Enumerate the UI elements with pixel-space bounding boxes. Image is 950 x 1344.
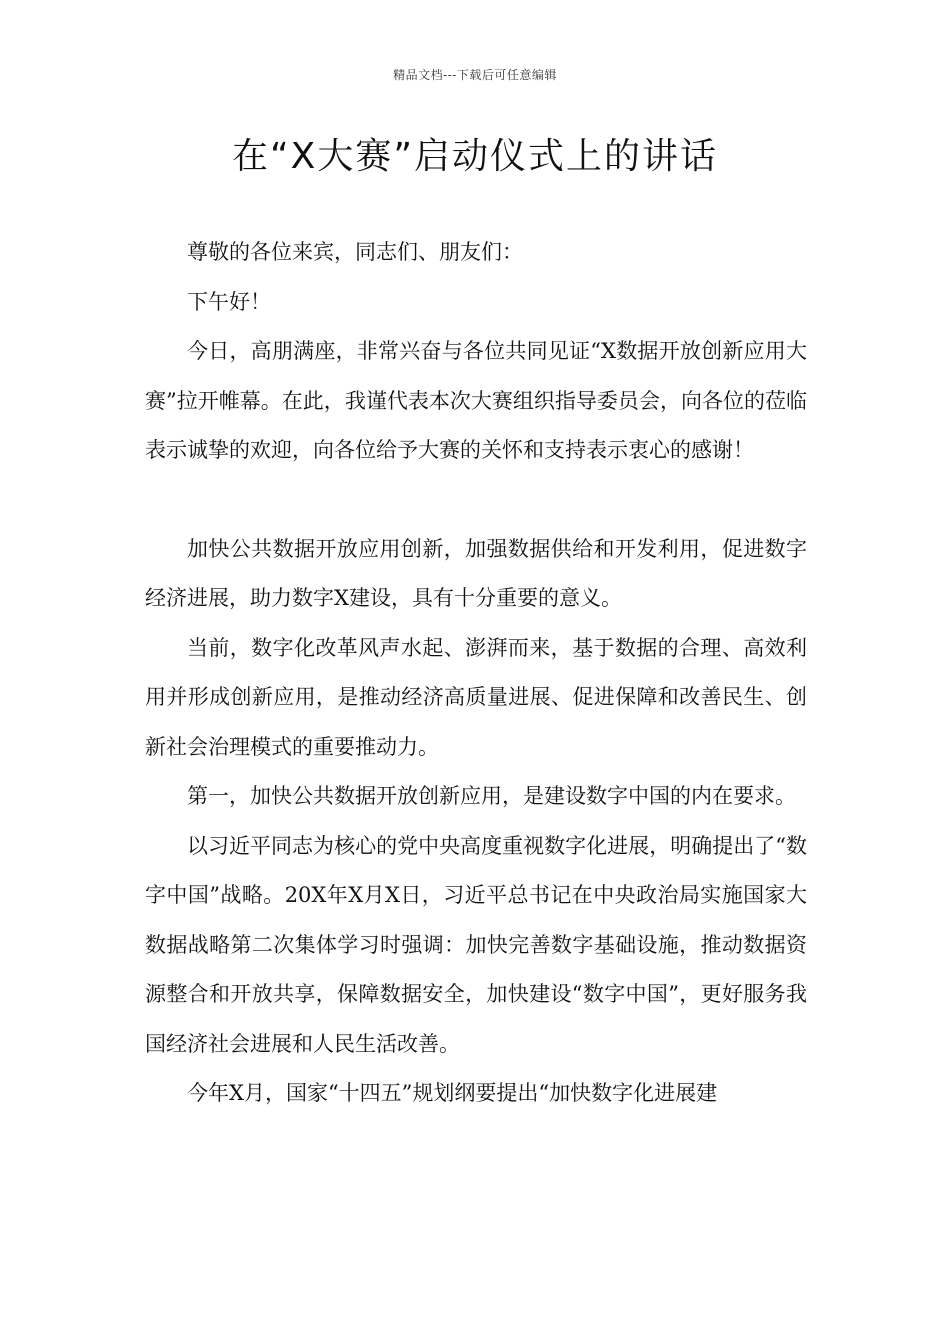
body-paragraph: 当前，数字化改革风声水起、澎湃而来，基于数据的合理、高效利用并形成创新应用，是推动经济高质量进展、促进保障和改善民生、创新社会治理模式的重要推动力。	[145, 635, 807, 759]
greeting-paragraph: 下午好！	[187, 289, 271, 314]
body-paragraph: 今日，高朋满座，非常兴奋与各位共同见证“X数据开放创新应用大赛”拉开帷幕。在此，我谨代表本次大赛组织指导委员会，向各位的莅临表示诚挚的欢迎，向各位给予大赛的关怀和支持表示衷心的感谢！	[145, 339, 807, 462]
salutation-paragraph: 尊敬的各位来宾，同志们、朋友们：	[187, 240, 523, 264]
body-paragraph: 第一，加快公共数据开放创新应用，是建设数字中国的内在要求。	[187, 784, 796, 808]
header-note: 精品文档---下载后可任意编辑	[393, 68, 557, 82]
body-paragraph: 加快公共数据开放应用创新，加强数据供给和开发利用，促进数字经济进展，助力数字X建设，具有十分重要的意义。	[145, 536, 807, 610]
document-body	[145, 228, 807, 1119]
document-title: 在“X大赛”启动仪式上的讲话	[232, 136, 718, 177]
body-paragraph: 以习近平同志为核心的党中央高度重视数字化进展，明确提出了“数字中国”战略。20X年X月X日，习近平总书记在中央政治局实施国家大数据战略第二次集体学习时强调：加快完善数字基础设施，推动数据资源整合和开放共享，保障数据安全，加快建设“数字中国”，更好服务我国经济社会进展和人民生活改善。	[145, 833, 807, 1056]
body-paragraph: 今年X月，国家“十四五”规划纲要提出“加快数字化进展建	[187, 1081, 718, 1105]
